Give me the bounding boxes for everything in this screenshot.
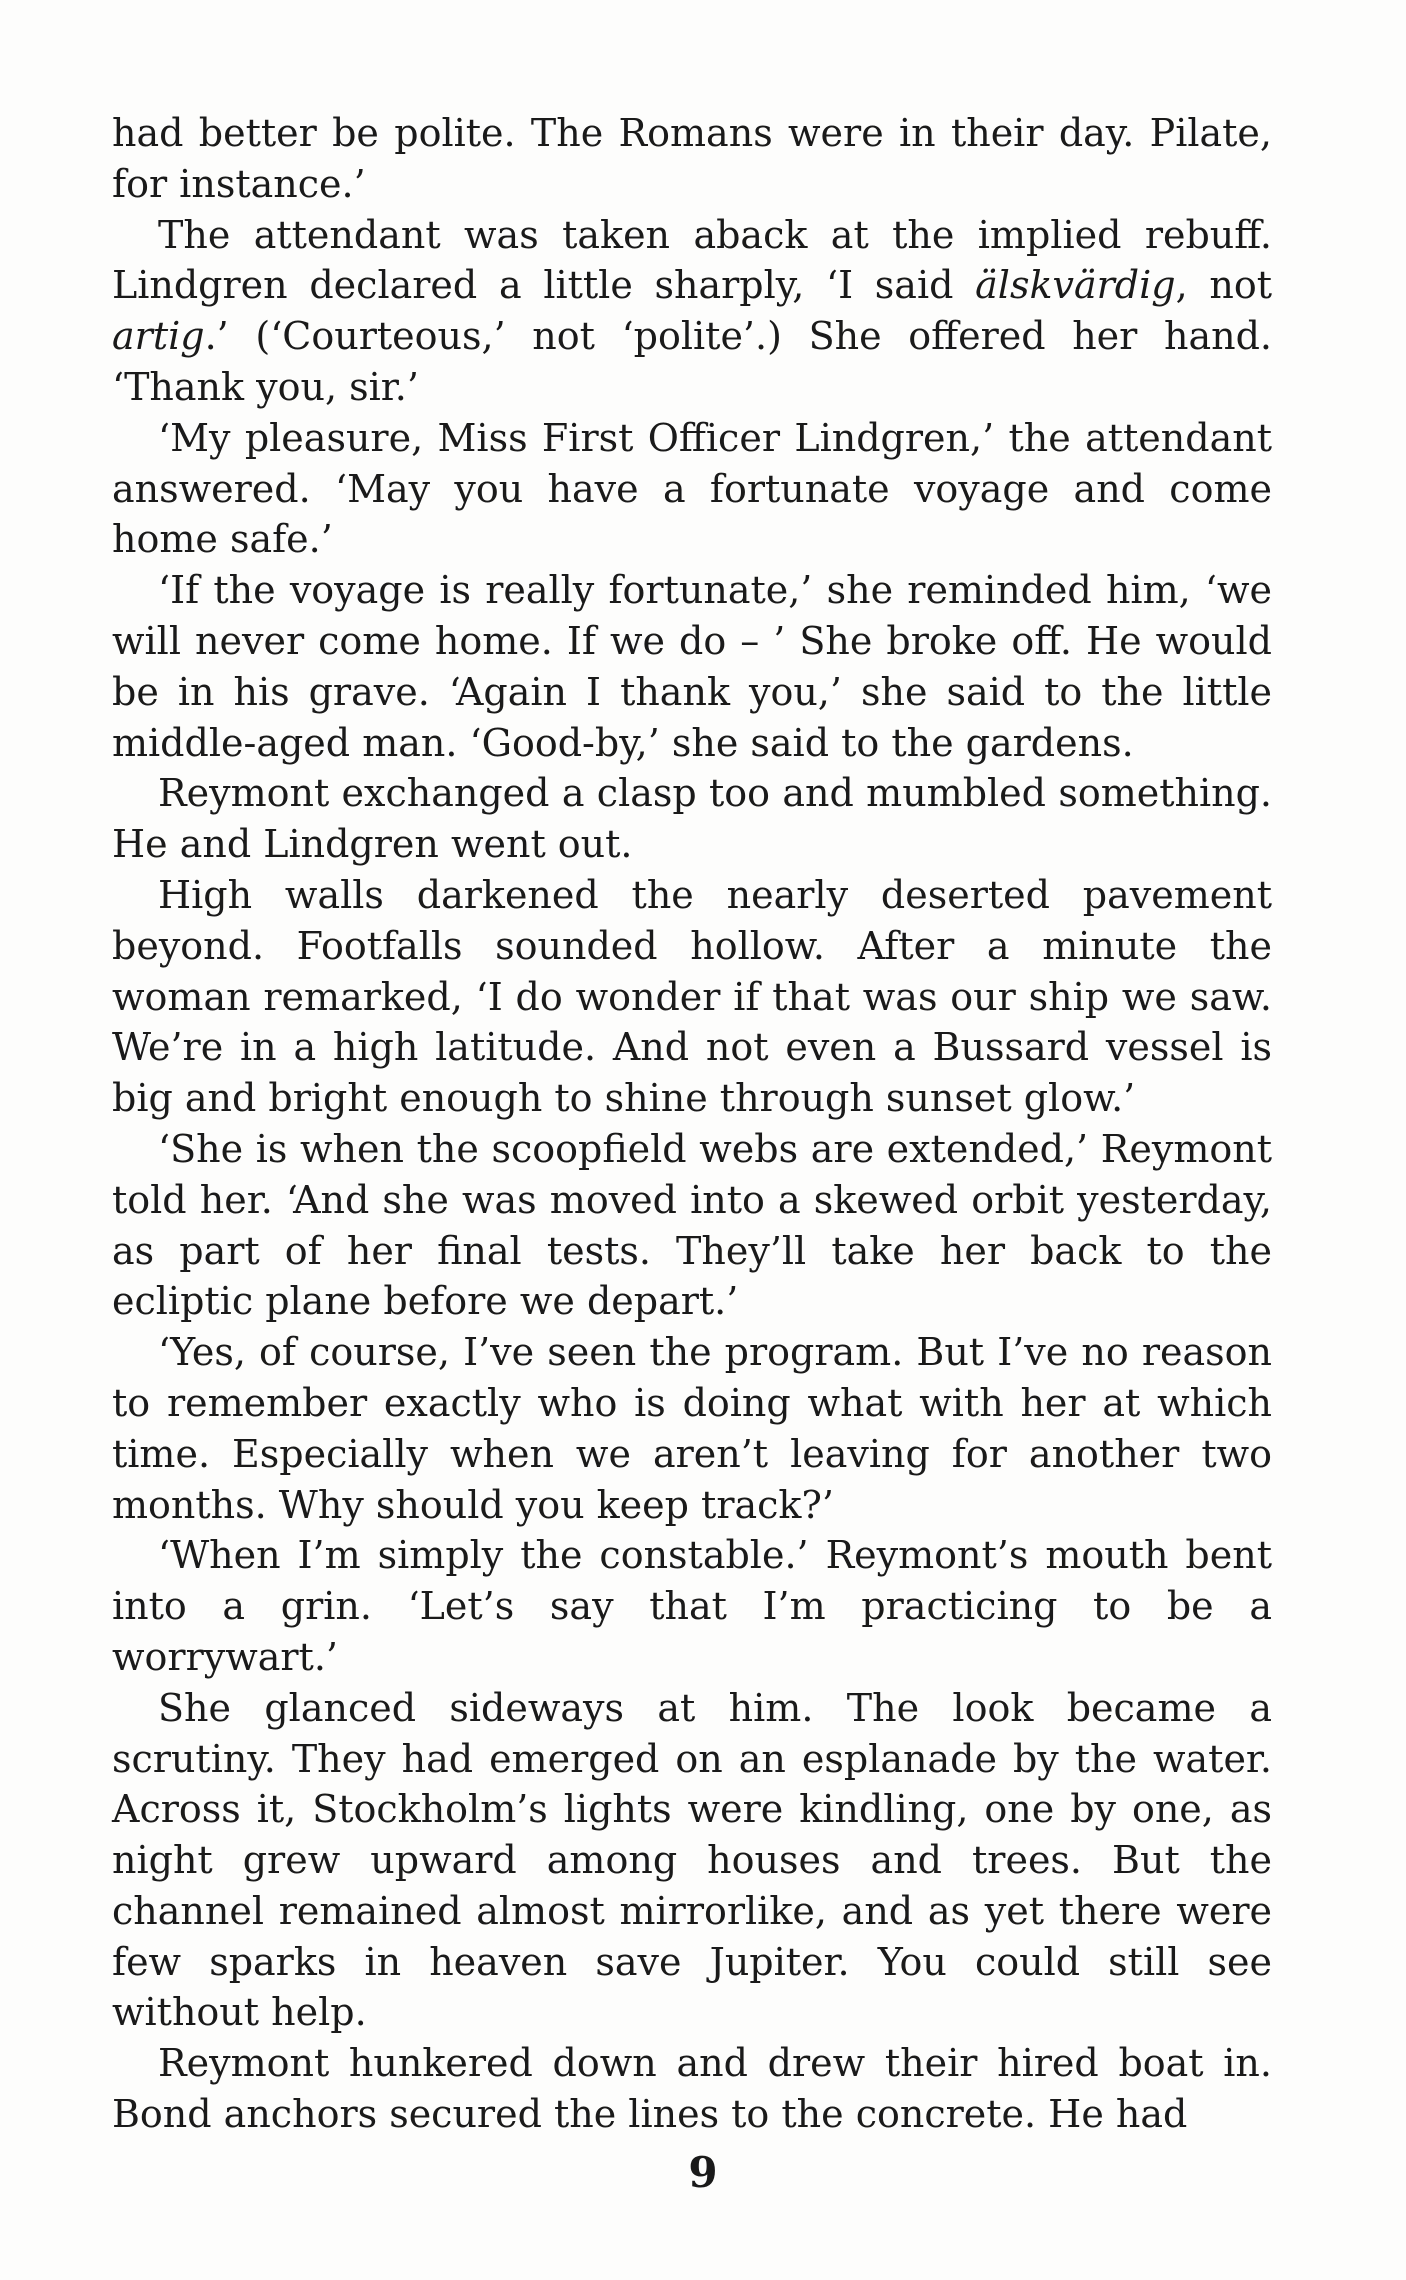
page-number: 9 [688, 2148, 718, 2197]
paragraph [112, 108, 1272, 210]
text-run: ‘Yes, of course, I’ve seen the program. But I’ve no reason to remember exactly who is doing what with her at which time. Especially when we aren’t leaving for another two months. Why should you keep track?’ [112, 1330, 1272, 1527]
text-run: .’ (‘Courteous,’ not ‘polite’.) She offered her hand. ‘Thank you, sir.’ [112, 314, 1272, 409]
text-run: ‘When I’m simply the constable.’ Reymont’s mouth bent into a grin. ‘Let’s say that I’m practicing to be a worrywart.’ [112, 1533, 1272, 1679]
paragraph [112, 565, 1272, 768]
text-run: ‘If the voyage is really fortunate,’ she reminded him, ‘we will never come home. If we do – ’ She broke off. He would be in his grave. ‘Again I thank you,’ she said to the little middle-aged man. ‘Good-by,’ she said to the gardens. [112, 568, 1272, 765]
body-text [112, 108, 1272, 2140]
text-run: ‘She is when the scoopfield webs are extended,’ Reymont told her. ‘And she was moved into a skewed orbit yesterday, as part of her final tests. They’ll take her back to the ecliptic plane before we depart.’ [112, 1126, 1272, 1324]
text-run: , not [1175, 263, 1273, 308]
text-run: Reymont hunkered down and drew their hired boat in. Bond anchors secured the lines to the concrete. He had [112, 2041, 1272, 2137]
text-run: She glanced sideways at him. The look became a scrutiny. They had emerged on an esplanade by the water. Across it, Stockholm’s lights were kindling, one by one, as night grew upward among houses and trees. But the channel remained almost mirrorlike, and as yet there were few sparks in heaven save Jupiter. You could still see without help. [112, 1685, 1272, 2035]
text-run: High walls darkened the nearly deserted pavement beyond. Footfalls sounded hollow. After a minute the woman remarked, ‘I do wonder if that was our ship we saw. We’re in a high latitude. And not even a Bussard vessel is big and bright enough to shine through sunset glow.’ [112, 872, 1272, 1121]
paragraph [112, 210, 1272, 413]
text-run: ‘My pleasure, Miss First Officer Lindgren,’ the attendant answered. ‘May you have a fortunate voyage and come home safe.’ [112, 415, 1272, 562]
paragraph [112, 1124, 1272, 1327]
italic-word: artig [112, 314, 205, 359]
text-run: Reymont exchanged a clasp too and mumbled something. He and Lindgren went out. [112, 771, 1272, 867]
text-run: The attendant was taken aback at the implied rebuff. Lindgren declared a little sharply, ‘I said [112, 212, 1272, 308]
paragraph [112, 870, 1272, 1124]
paragraph [112, 413, 1272, 565]
paragraph [112, 768, 1272, 870]
paragraph [112, 1530, 1272, 1682]
paragraph [112, 1683, 1272, 2039]
paragraph [112, 1327, 1272, 1530]
italic-word: älskvärdig [975, 263, 1176, 308]
paragraph [112, 2038, 1272, 2140]
text-run: had better be polite. The Romans were in their day. Pilate, for instance.’ [112, 111, 1272, 206]
